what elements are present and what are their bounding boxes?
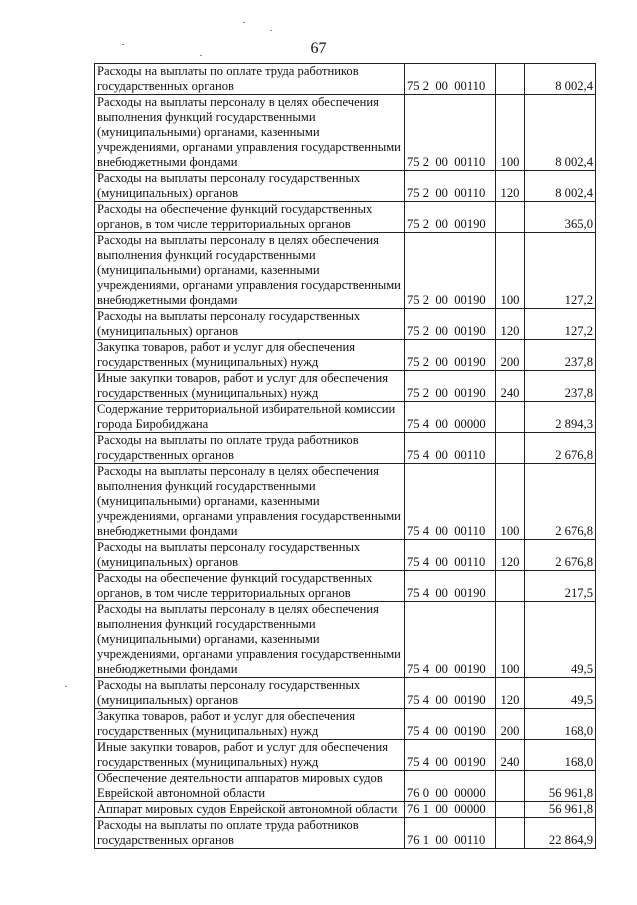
expense-type-cell: 120: [496, 309, 525, 340]
expense-type-cell: 100: [496, 602, 525, 678]
classification-code-cell: 75 4 00 00110: [405, 540, 496, 571]
amount-cell: 168,0: [525, 740, 596, 771]
amount-cell: 2 894,3: [525, 402, 596, 433]
classification-code-cell: 75 2 00 00110: [405, 95, 496, 171]
table-row: [95, 540, 596, 571]
expense-name-cell: Расходы на выплаты персоналу в целях обеспечения выполнения функций государственными (муниципальными) органами, казенными учреждениями, органами управления государственными внебюджетными фондами: [95, 95, 405, 171]
expense-name-cell: Расходы на выплаты персоналу государственных (муниципальных) органов: [95, 540, 405, 571]
expense-name-cell: Расходы на выплаты персоналу в целях обеспечения выполнения функций государственными (муниципальными) органами, казенными учреждениями, органами управления государственными внебюджетными фондами: [95, 464, 405, 540]
expense-type-cell: 120: [496, 540, 525, 571]
classification-code-cell: 75 2 00 00190: [405, 340, 496, 371]
expense-name-cell: Аппарат мировых судов Еврейской автономной области: [95, 802, 405, 818]
expense-type-cell: [496, 818, 525, 849]
amount-cell: 8 002,4: [525, 171, 596, 202]
expense-type-cell: [496, 402, 525, 433]
table-row: [95, 678, 596, 709]
amount-cell: 56 961,8: [525, 771, 596, 802]
table-row: [95, 433, 596, 464]
expense-name-cell: Расходы на выплаты персоналу государственных (муниципальных) органов: [95, 309, 405, 340]
amount-cell: 56 961,8: [525, 802, 596, 818]
table-row: [95, 802, 596, 818]
classification-code-cell: 75 4 00 00190: [405, 709, 496, 740]
classification-code-cell: 75 2 00 00190: [405, 371, 496, 402]
expense-name-cell: Расходы на выплаты персоналу государственных (муниципальных) органов: [95, 678, 405, 709]
classification-code-cell: 75 4 00 00190: [405, 740, 496, 771]
scan-artifact: [65, 686, 67, 687]
expense-type-cell: 100: [496, 464, 525, 540]
amount-cell: 237,8: [525, 371, 596, 402]
expense-name-cell: Иные закупки товаров, работ и услуг для обеспечения государственных (муниципальных) нужд: [95, 740, 405, 771]
table-row: [95, 171, 596, 202]
expense-type-cell: [496, 433, 525, 464]
classification-code-cell: 76 0 00 00000: [405, 771, 496, 802]
amount-cell: 22 864,9: [525, 818, 596, 849]
amount-cell: 8 002,4: [525, 64, 596, 95]
expense-type-cell: 240: [496, 371, 525, 402]
classification-code-cell: 75 2 00 00190: [405, 202, 496, 233]
amount-cell: 168,0: [525, 709, 596, 740]
budget-table: [94, 63, 596, 849]
expense-type-cell: 240: [496, 740, 525, 771]
expense-type-cell: [496, 202, 525, 233]
classification-code-cell: 75 4 00 00190: [405, 571, 496, 602]
classification-code-cell: 75 2 00 00110: [405, 64, 496, 95]
expense-type-cell: 120: [496, 171, 525, 202]
table-row: [95, 233, 596, 309]
table-row: [95, 709, 596, 740]
table-row: [95, 771, 596, 802]
expense-name-cell: Расходы на выплаты персоналу в целях обеспечения выполнения функций государственными (муниципальными) органами, казенными учреждениями, органами управления государственными внебюджетными фондами: [95, 602, 405, 678]
expense-name-cell: Расходы на обеспечение функций государственных органов, в том числе территориальных органов: [95, 202, 405, 233]
expense-type-cell: 200: [496, 340, 525, 371]
expense-name-cell: Закупка товаров, работ и услуг для обеспечения государственных (муниципальных) нужд: [95, 340, 405, 371]
amount-cell: 49,5: [525, 602, 596, 678]
amount-cell: 127,2: [525, 309, 596, 340]
expense-type-cell: 200: [496, 709, 525, 740]
amount-cell: 237,8: [525, 340, 596, 371]
amount-cell: 2 676,8: [525, 433, 596, 464]
page-number: 67: [310, 40, 327, 57]
table-row: [95, 740, 596, 771]
amount-cell: 2 676,8: [525, 540, 596, 571]
classification-code-cell: 75 2 00 00110: [405, 171, 496, 202]
expense-type-cell: 100: [496, 95, 525, 171]
expense-name-cell: Закупка товаров, работ и услуг для обеспечения государственных (муниципальных) нужд: [95, 709, 405, 740]
classification-code-cell: 75 4 00 00000: [405, 402, 496, 433]
expense-name-cell: Обеспечение деятельности аппаратов мировых судов Еврейской автономной области: [95, 771, 405, 802]
expense-type-cell: 120: [496, 678, 525, 709]
table-row: [95, 818, 596, 849]
table-row: [95, 202, 596, 233]
classification-code-cell: 75 2 00 00190: [405, 309, 496, 340]
expense-name-cell: Расходы на выплаты по оплате труда работников государственных органов: [95, 64, 405, 95]
amount-cell: 217,5: [525, 571, 596, 602]
expense-name-cell: Содержание территориальной избирательной комиссии города Биробиджана: [95, 402, 405, 433]
classification-code-cell: 76 1 00 00110: [405, 818, 496, 849]
expense-name-cell: Иные закупки товаров, работ и услуг для обеспечения государственных (муниципальных) нужд: [95, 371, 405, 402]
table-row: [95, 340, 596, 371]
expense-name-cell: Расходы на выплаты персоналу в целях обеспечения выполнения функций государственными (муниципальными) органами, казенными учреждениями, органами управления государственными внебюджетными фондами: [95, 233, 405, 309]
table-row: [95, 309, 596, 340]
table-row: [95, 64, 596, 95]
expense-name-cell: Расходы на выплаты по оплате труда работников государственных органов: [95, 433, 405, 464]
table-row: [95, 602, 596, 678]
classification-code-cell: 76 1 00 00000: [405, 802, 496, 818]
amount-cell: 365,0: [525, 202, 596, 233]
expense-name-cell: Расходы на выплаты по оплате труда работников государственных органов: [95, 818, 405, 849]
expense-type-cell: 100: [496, 233, 525, 309]
scan-artifact: [243, 22, 245, 23]
expense-type-cell: [496, 64, 525, 95]
expense-type-cell: [496, 771, 525, 802]
amount-cell: 8 002,4: [525, 95, 596, 171]
expense-name-cell: Расходы на обеспечение функций государственных органов, в том числе территориальных органов: [95, 571, 405, 602]
classification-code-cell: 75 2 00 00190: [405, 233, 496, 309]
classification-code-cell: 75 4 00 00190: [405, 602, 496, 678]
table-row: [95, 95, 596, 171]
classification-code-cell: 75 4 00 00110: [405, 464, 496, 540]
expense-type-cell: [496, 571, 525, 602]
classification-code-cell: 75 4 00 00190: [405, 678, 496, 709]
table-row: [95, 571, 596, 602]
amount-cell: 2 676,8: [525, 464, 596, 540]
amount-cell: 127,2: [525, 233, 596, 309]
table-row: [95, 402, 596, 433]
scan-artifact: [270, 30, 272, 31]
expense-name-cell: Расходы на выплаты персоналу государственных (муниципальных) органов: [95, 171, 405, 202]
classification-code-cell: 75 4 00 00110: [405, 433, 496, 464]
expense-type-cell: [496, 802, 525, 818]
amount-cell: 49,5: [525, 678, 596, 709]
table-row: [95, 371, 596, 402]
table-row: [95, 464, 596, 540]
budget-table-body: [95, 64, 596, 849]
